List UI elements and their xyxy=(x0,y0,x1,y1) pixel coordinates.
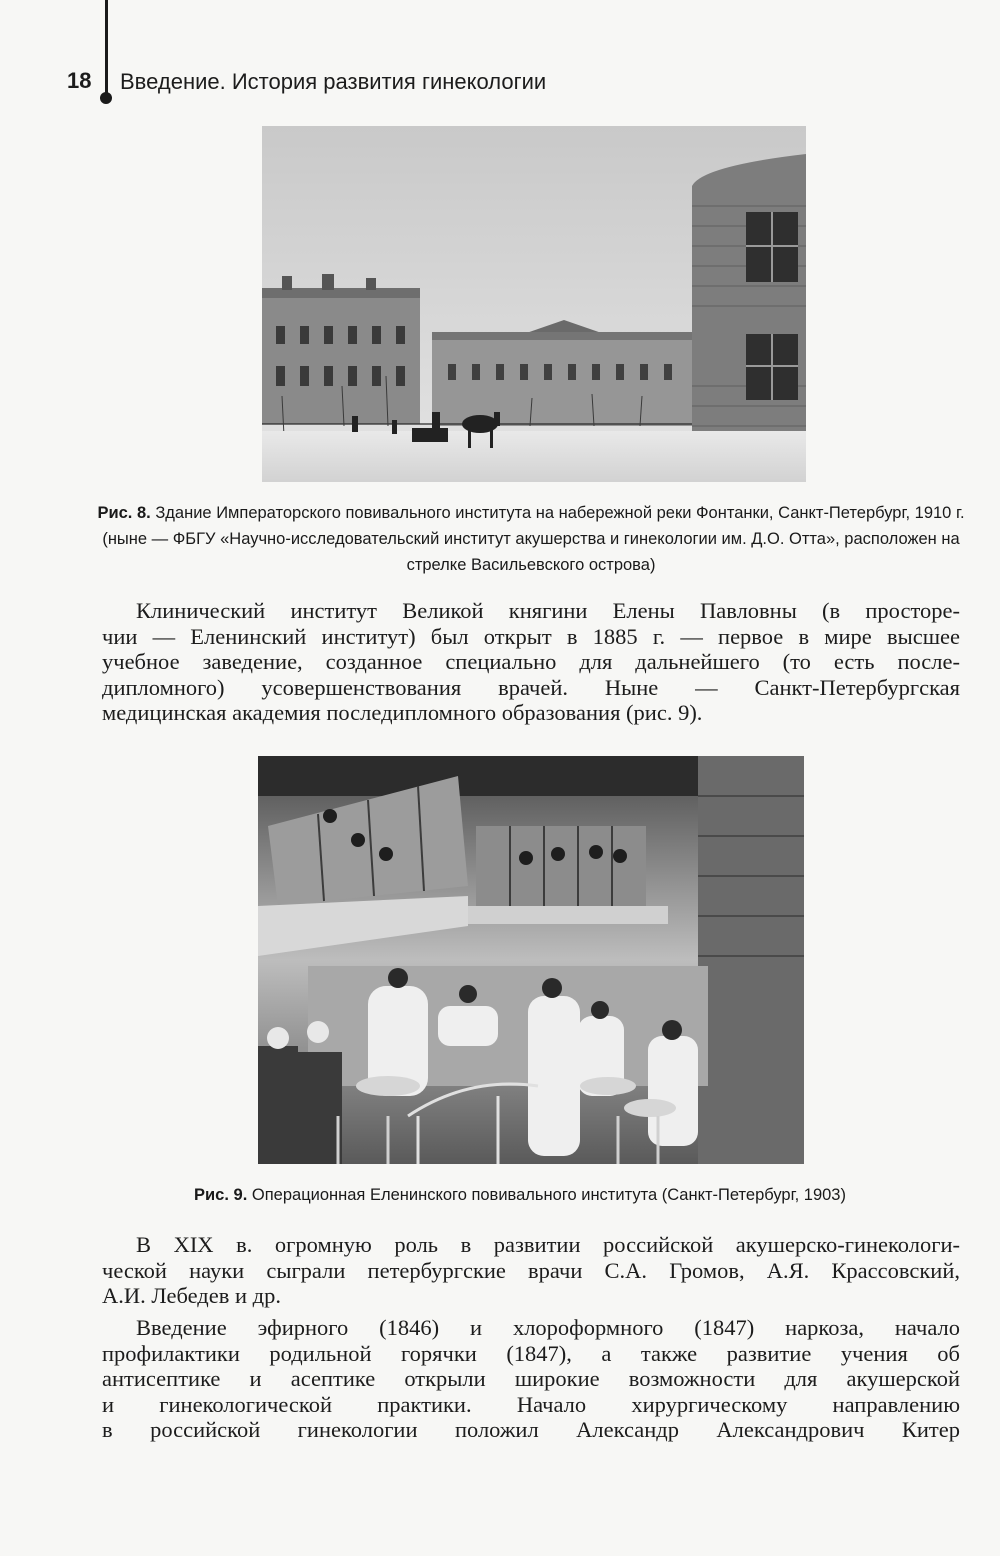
page-number: 18 xyxy=(67,68,92,93)
figure-9-caption xyxy=(120,1182,920,1208)
text-line: А.И. Лебедев и др. xyxy=(102,1283,281,1309)
text-line: дипломного) усовершенствования врачей. Ныне — Санкт-Петербургская xyxy=(102,674,960,700)
text-line: Клинический институт Великой княгини Елены Павловны (в просторе- xyxy=(136,598,960,623)
header-rule xyxy=(105,0,108,98)
text-line: учебное заведение, созданное специально для дальнейшего (то есть после- xyxy=(102,649,960,675)
figure-9-caption-text: Операционная Еленинского повивального института (Санкт-Петербург, 1903) xyxy=(251,1186,846,1204)
text-line: чии — Еленинский институт) был открыт в 1885 г. — первое в мире высшее xyxy=(102,623,960,649)
figure-8-caption xyxy=(96,500,966,578)
text-line: в российской гинекологии положил Александр Александрович Китер xyxy=(102,1417,960,1443)
figure-8-photo xyxy=(262,126,806,482)
text-line: Введение эфирного (1846) и хлороформного (1847) наркоза, начало xyxy=(136,1315,960,1340)
text-line: и гинекологической практики. Начало хирургическому направлению xyxy=(102,1391,960,1417)
figure-9-photo xyxy=(258,756,804,1164)
text-line: В XIX в. огромную роль в развитии российской акушерско-гинекологи- xyxy=(136,1232,960,1257)
text-line: ческой науки сыграли петербургские врачи С.А. Громов, А.Я. Крассовский, xyxy=(102,1257,960,1283)
figure-8-caption-text: Здание Императорского повивального института на набережной реки Фонтанки, Санкт-Петербург, 1910 г. (ныне — ФБГУ «Научно-исследовательский институт акушерства и гинекологии им. Д.О. Отта», расположен на стрелке Васильевского острова) xyxy=(102,504,965,574)
body-paragraph-3 xyxy=(102,1315,960,1443)
figure-9-label: Рис. 9. xyxy=(194,1186,248,1204)
body-paragraph-2 xyxy=(102,1232,960,1309)
header-dot xyxy=(100,92,112,104)
figure-8-label: Рис. 8. xyxy=(97,504,151,522)
running-head: Введение. История развития гинекологии xyxy=(120,69,547,94)
text-line: антисептике и асептике открыли широкие возможности для акушерской xyxy=(102,1366,960,1392)
body-paragraph-1 xyxy=(102,598,960,726)
text-line: медицинская академия последипломного образования (рис. 9). xyxy=(102,700,703,726)
text-line: профилактики родильной горячки (1847), а также развитие учения об xyxy=(102,1340,960,1366)
